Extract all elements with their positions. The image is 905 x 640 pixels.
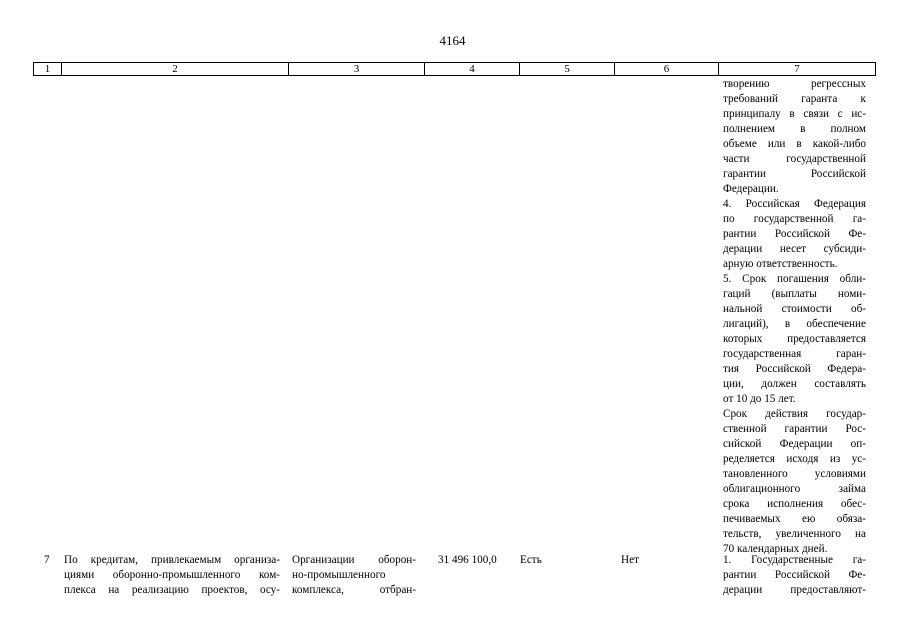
- text-line: ственной гарантии Рос-: [723, 423, 866, 435]
- text-line: творению регрессных: [723, 78, 866, 90]
- continuation-conditions-text: [723, 77, 866, 557]
- text-line: но-промышленного: [292, 569, 386, 581]
- text-line: рантии Российской Фе-: [723, 569, 866, 581]
- text-line: Федерации.: [723, 183, 779, 195]
- text-line: полнением в полном: [723, 123, 866, 135]
- page-number: 4164: [439, 33, 466, 48]
- guarantee-amount: 31 496 100,0: [438, 554, 497, 566]
- text-line: плекса на реализацию проектов, осу-: [64, 584, 280, 596]
- recourse-right: Есть: [520, 554, 542, 566]
- text-line: ции, должен составлять: [723, 378, 866, 390]
- header-col-5: 5: [520, 63, 615, 75]
- text-line: ределяется исходя из ус-: [723, 453, 866, 465]
- text-line: от 10 до 15 лет.: [723, 393, 796, 405]
- header-col-2: 2: [62, 63, 289, 75]
- text-line: лигаций), в обеспечение: [723, 318, 866, 330]
- text-line: дерации несет субсиди-: [723, 243, 866, 255]
- text-line: рантии Российской Фе-: [723, 228, 866, 240]
- text-line: тия Российской Федера-: [723, 363, 866, 375]
- text-line: части государственной: [723, 153, 866, 165]
- text-line: дерации предоставляют-: [723, 584, 866, 596]
- text-line: 70 календарных дней.: [723, 543, 828, 555]
- text-line: тановленного условиями: [723, 468, 866, 480]
- text-line: печиваемых ею обяза-: [723, 513, 866, 525]
- text-line: По кредитам, привлекаемым организа-: [64, 554, 280, 566]
- text-line: облигационного займа: [723, 483, 866, 495]
- text-line: гаций (выплаты номи-: [723, 288, 866, 300]
- text-line: 4. Российская Федерация: [723, 198, 866, 210]
- text-line: по государственной га-: [723, 213, 866, 225]
- text-line: 1. Государственные га-: [723, 554, 866, 566]
- text-line: 5. Срок погашения обли-: [723, 273, 866, 285]
- text-line: требований гаранта к: [723, 93, 866, 105]
- text-line: комплекса, отбран-: [292, 584, 416, 596]
- text-line: гарантии Российской: [723, 168, 866, 180]
- text-line: Организации оборон-: [292, 554, 416, 566]
- text-line: срока исполнения обес-: [723, 498, 866, 510]
- purpose-cell: [64, 553, 280, 598]
- header-col-3: 3: [289, 63, 425, 75]
- conditions-cell: [723, 553, 866, 598]
- text-line: Срок действия государ-: [723, 408, 866, 420]
- text-line: нальной стоимости об-: [723, 303, 866, 315]
- header-col-6: 6: [615, 63, 719, 75]
- text-line: тельств, увеличенного на: [723, 528, 866, 540]
- header-col-7: 7: [794, 63, 800, 75]
- text-line: принципалу в связи с ис-: [723, 108, 866, 120]
- text-line: циями оборонно-промышленного ком-: [64, 569, 280, 581]
- text-line: государственная гаран-: [723, 348, 866, 360]
- text-line: арную ответственность.: [723, 258, 838, 270]
- text-line: сийской Федерации оп-: [723, 438, 866, 450]
- text-line: объеме или в какой-либо: [723, 138, 866, 150]
- table-header-row: [33, 62, 876, 76]
- header-col-4: 4: [425, 63, 520, 75]
- principal-cell: [292, 553, 416, 598]
- header-col-1: 1: [34, 63, 62, 75]
- text-line: которых предоставляется: [723, 333, 866, 345]
- row-number: 7: [44, 554, 50, 566]
- collateral-check: Нет: [621, 554, 639, 566]
